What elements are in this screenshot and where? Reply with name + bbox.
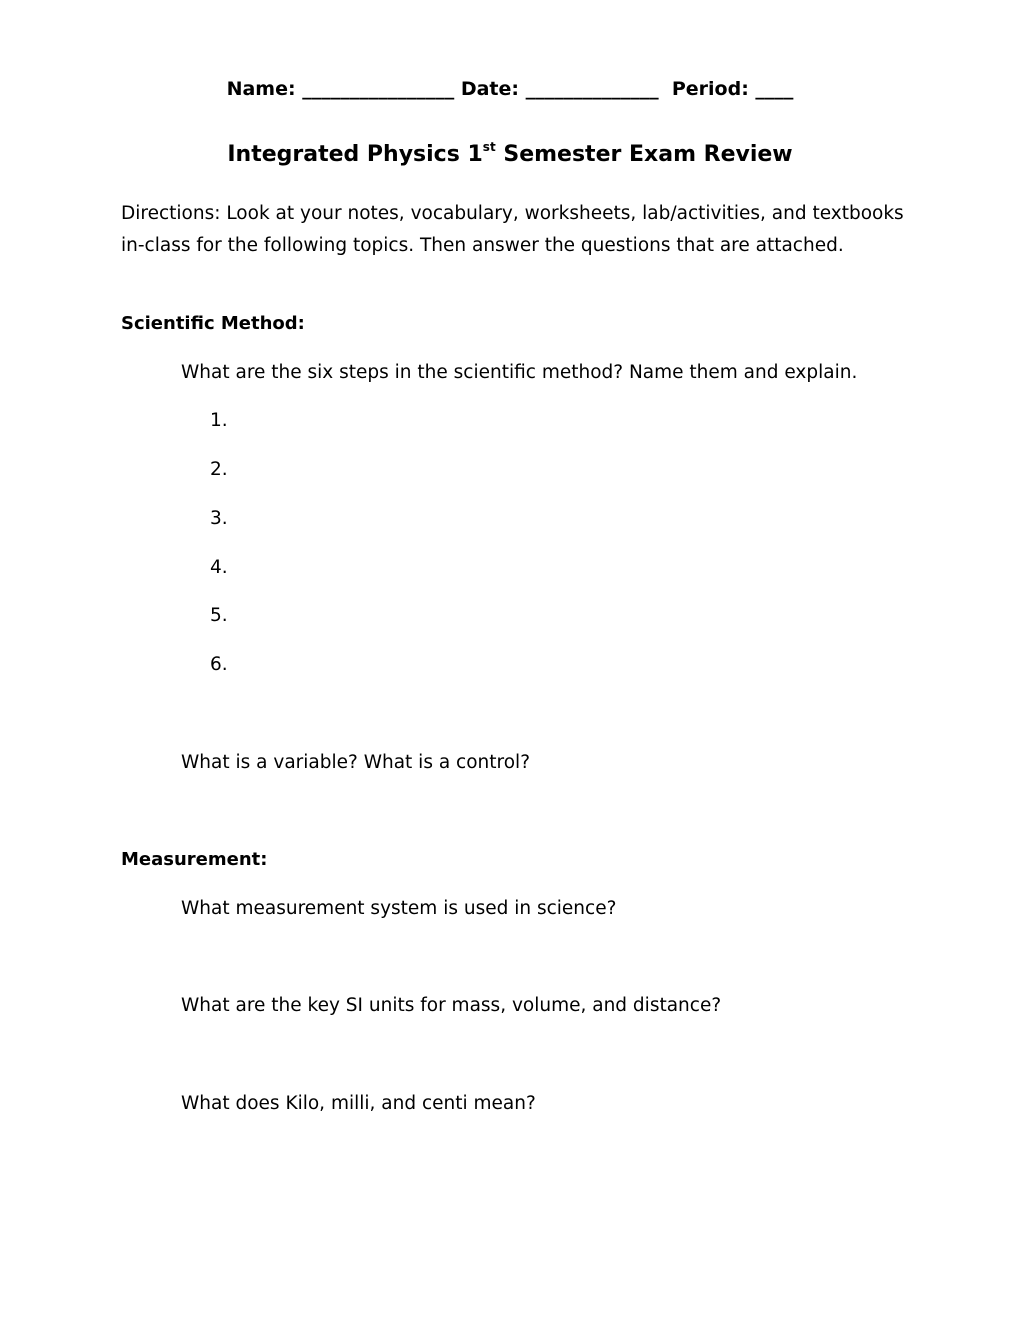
question-variable-control: What is a variable? What is a control? <box>181 752 531 773</box>
page-title <box>0 140 1020 167</box>
step-item: 4. <box>210 557 228 578</box>
directions-paragraph: Directions: Look at your notes, vocabulary, worksheets, lab/activities, and textbooks in-class for the following topics. Then answer the questions that are attached. <box>121 203 904 256</box>
title-superscript: st <box>482 140 496 154</box>
title-main: Integrated Physics 1 <box>227 142 483 167</box>
question-si-units: What are the key SI units for mass, volume, and distance? <box>181 995 722 1016</box>
step-item: 2. <box>210 459 228 480</box>
student-info-line <box>0 78 1020 100</box>
step-item: 3. <box>210 508 228 529</box>
period-field-label[interactable]: Period: ____ <box>671 78 794 100</box>
step-item: 5. <box>210 605 228 626</box>
step-item: 6. <box>210 654 228 675</box>
question-scientific-steps: What are the six steps in the scientific method? Name them and explain. <box>181 362 858 383</box>
measurement-heading: Measurement: <box>121 849 268 870</box>
question-measurement-system: What measurement system is used in science? <box>181 898 617 919</box>
name-field-label[interactable]: Name: ________________ <box>226 78 455 100</box>
question-prefixes: What does Kilo, milli, and centi mean? <box>181 1093 536 1114</box>
step-item: 1. <box>210 410 228 431</box>
title-rest: Semester Exam Review <box>495 142 793 167</box>
scientific-method-heading: Scientific Method: <box>121 313 305 334</box>
date-field-label[interactable]: Date: ______________ <box>460 78 659 100</box>
